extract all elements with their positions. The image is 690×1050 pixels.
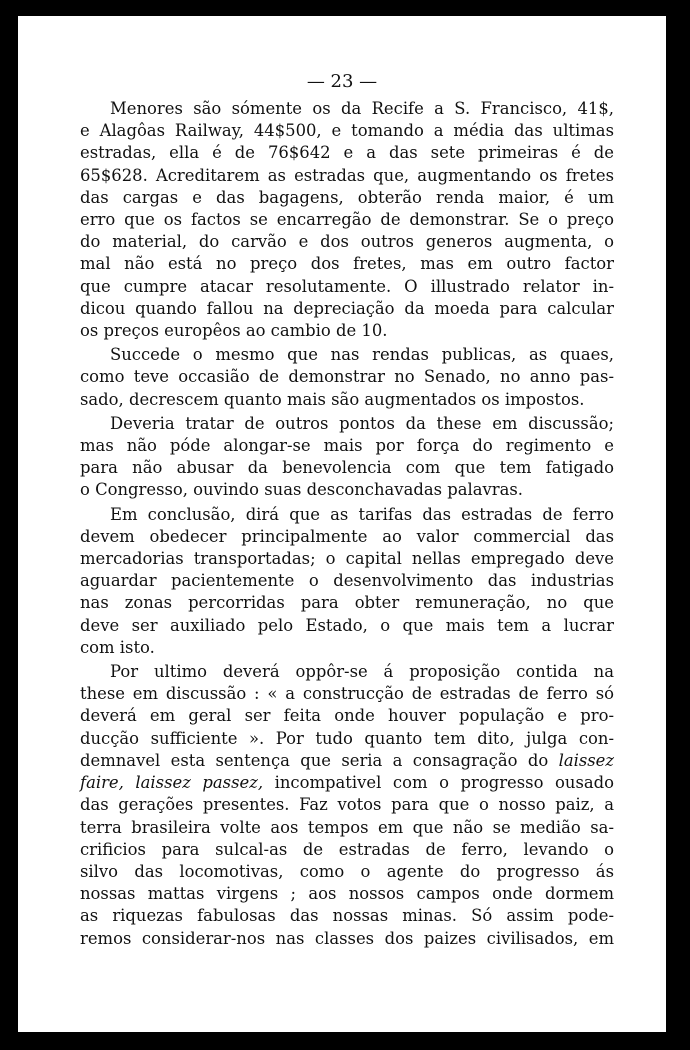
text-line: como teve occasião de demonstrar no Senado, no anno pas- xyxy=(80,367,614,387)
paragraph-4 xyxy=(80,504,614,659)
text-line: para não abusar da benevolencia com que tem fatigado xyxy=(80,458,614,478)
paragraph-3 xyxy=(80,413,614,502)
text-line: mal não está no preço dos fretes, mas em outro factor xyxy=(80,254,614,274)
text-line: terra brasileira volte aos tempos em que não se medião sa- xyxy=(80,817,614,837)
text-line: erro que os factos se encarregão de demonstrar. Se o preço xyxy=(80,210,614,230)
text-line: estradas, ella é de 76$642 e a das sete primeiras é de xyxy=(80,143,614,163)
text-line: mercadorias transportadas; o capital nellas empregado deve xyxy=(80,549,614,569)
text-line xyxy=(80,772,614,794)
body-text xyxy=(80,98,614,950)
text-line: nas zonas percorridas para obter remuneração, no que xyxy=(80,593,614,613)
document-page xyxy=(18,16,666,1032)
text-line: ducção sufficiente ». Por tudo quanto tem dito, julga con- xyxy=(80,728,614,748)
page-number: — 23 — xyxy=(306,71,378,92)
text-line: dicou quando fallou na depreciação da moeda para calcular xyxy=(80,298,614,318)
text-line: sado, decrescem quanto mais são augmentados os impostos. xyxy=(80,389,585,409)
text-line: que cumpre atacar resolutamente. O illustrado relator in- xyxy=(80,276,614,296)
italic-term: laissez xyxy=(558,750,614,770)
text-line: o Congresso, ouvindo suas desconchavadas palavras. xyxy=(80,480,523,500)
text-line: das gerações presentes. Faz votos para que o nosso paiz, a xyxy=(80,795,614,815)
text-line: das cargas e das bagagens, obterão renda maior, é um xyxy=(80,187,614,207)
italic-term: faire, laissez passez, xyxy=(80,773,264,793)
text-line: these em discussão : « a construcção de estradas de ferro só xyxy=(80,684,614,704)
text-line: Em conclusão, dirá que as tarifas das estradas de ferro xyxy=(110,504,614,524)
text-line: Menores são sómente os da Recife a S. Francisco, 41$, xyxy=(110,99,614,118)
text-line xyxy=(80,750,614,772)
text-line: 65$628. Acreditarem as estradas que, augmentando os fretes xyxy=(80,165,614,185)
paragraph-5 xyxy=(80,661,614,950)
text-line: as riquezas fabulosas das nossas minas. Só assim pode- xyxy=(80,906,614,926)
text-line: deverá em geral ser feita onde houver população e pro- xyxy=(80,706,614,726)
text-line: nossas mattas virgens ; aos nossos campos onde dormem xyxy=(80,884,614,904)
paragraph-2 xyxy=(80,344,614,411)
paragraph-1 xyxy=(80,98,614,342)
text-line: os preços europêos ao cambio de 10. xyxy=(80,321,388,341)
text-segment: demnavel esta sentença que seria a consagração do xyxy=(80,750,559,770)
text-line: do material, do carvão e dos outros generos augmenta, o xyxy=(80,232,614,252)
text-line: aguardar pacientemente o desenvolvimento das industrias xyxy=(80,571,614,591)
text-segment: incompativel com o progresso ousado xyxy=(263,773,614,793)
text-line: mas não póde alongar-se mais por força do regimento e xyxy=(80,436,614,456)
text-line: Deveria tratar de outros pontos da these em discussão; xyxy=(110,413,614,433)
text-line: Por ultimo deverá oppôr-se á proposição contida na xyxy=(110,662,614,682)
text-line: silvo das locomotivas, como o agente do progresso ás xyxy=(80,861,614,881)
text-line: deve ser auxiliado pelo Estado, o que mais tem a lucrar xyxy=(80,615,614,635)
text-line: remos considerar-nos nas classes dos paizes civilisados, em xyxy=(80,928,614,948)
text-line: devem obedecer principalmente ao valor commercial das xyxy=(80,526,614,546)
text-line: com isto. xyxy=(80,637,155,657)
text-line: crificios para sulcal-as de estradas de ferro, levando o xyxy=(80,839,614,859)
text-line: e Alagôas Railway, 44$500, e tomando a média das ultimas xyxy=(80,121,614,141)
text-line: Succede o mesmo que nas rendas publicas, as quaes, xyxy=(110,345,614,365)
